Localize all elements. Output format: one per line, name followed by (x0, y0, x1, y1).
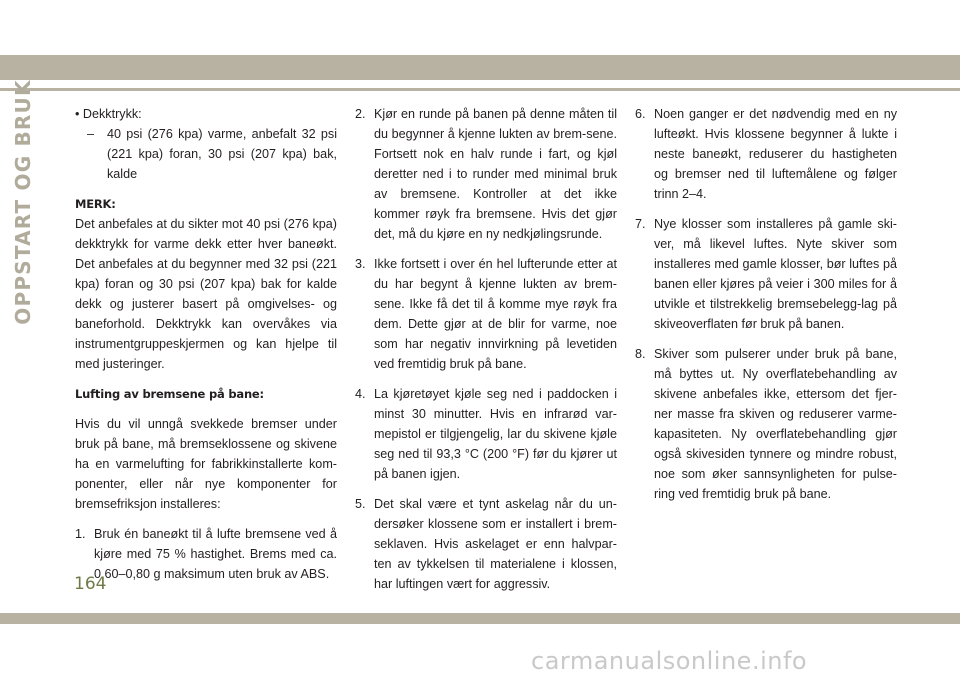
step-text: Skiver som pulserer under bruk på bane, må byttes ut. Ny overflatebehandling av skivene anbefales ikke, ettersom det fjer-ner masse fra skiven og reduserer varme-kapasiteten. Ny overflatebehandling gjør også skivesiden tynnere og mindre robust, noe som øker sannsynligheten for pulse-ring ved fremtidig bruk på bane. (654, 347, 897, 501)
brake-bedding-heading: Lufting av bremsene på bane: (75, 387, 264, 401)
tire-pressure-bullet: • Dekktrykk: (75, 107, 142, 121)
step-text: Ikke fortsett i over én hel lufterunde etter at du har begynt å kjenne lukten av brem-sene. Ikke få det til å komme mye røyk fra dem. Dette gjør at de blir for varme, noe som har negativ innvirkning på levetiden ved fremtidig bruk på bane. (374, 257, 617, 371)
step-number: 7. (635, 217, 646, 231)
step-text: Kjør en runde på banen på denne måten til du begynner å kjenne lukten av brem-sene. Fortsett nok en halv runde i fart, og kjøl deretter ned i to runder med minimal bruk av bremsene. Kontroller at det ikke kommer røyk fra bremsene. Hvis det gjør det, må du kjøre en ny nedkjølingsrunde. (374, 107, 617, 241)
step-item-5 (355, 494, 617, 594)
tire-pressure-subbullet (75, 124, 337, 184)
page-number: 164 (74, 574, 107, 594)
column-1 (75, 104, 337, 594)
subbullet-dash: – (87, 127, 95, 141)
step-text: Noen ganger er det nødvendig med en ny lufteøkt. Hvis klossene begynner å lukte i neste baneøkt, reduserer du hastigheten og bremser ned til luftemålene og følger trinn 2–4. (654, 107, 897, 201)
step-text: Det skal være et tynt askelag når du un-dersøker klossene som er installert i brem-seklaven. Hvis askelaget er enn halvpar-ten av tykkelsen til materialene i klossen, har luftingen vært for aggressiv. (374, 497, 617, 591)
column-3 (635, 104, 897, 514)
step-item-1 (75, 524, 337, 584)
step-number: 6. (635, 107, 646, 121)
step-item-3 (355, 254, 617, 374)
header-rule (0, 88, 960, 91)
brake-bedding-intro: Hvis du vil unngå svekkede bremser under bruk på bane, må bremseklossene og skivene ha en varmelufting for fabrikkinstallerte kom-ponenter, eller når nye komponenter for bremsefriksjon installeres: (75, 417, 337, 511)
step-number: 4. (355, 387, 366, 401)
column-2 (355, 104, 617, 604)
step-number: 8. (635, 347, 646, 361)
note-heading: MERK: (75, 197, 116, 211)
step-number: 1. (75, 527, 86, 541)
step-text: Nye klosser som installeres på gamle ski-ver, må likevel luftes. Nyte skiver som installeres med gamle klosser, bør luftes på banen eller kjøres på veier i 300 miles for å utvikle et tilstrekkelig bremsebelegg-lag på skiveoverflaten før bruk på banen. (654, 217, 897, 331)
step-text: La kjøretøyet kjøle seg ned i paddocken i minst 30 minutter. Hvis en infrarød var-mepistol er tilgjengelig, lar du skivene kjøle seg ned til 93,3 °C (200 °F) før du kjører ut på banen igjen. (374, 387, 617, 481)
step-item-8 (635, 344, 897, 504)
step-number: 2. (355, 107, 366, 121)
step-number: 5. (355, 497, 366, 511)
step-item-7 (635, 214, 897, 334)
header-band (0, 55, 960, 80)
note-text: Det anbefales at du sikter mot 40 psi (276 kpa) dekktrykk for varme dekk etter hver baneøkt. Det anbefales at du begynner med 32 psi (221 kpa) foran og 30 psi (207 kpa) bak for kalde dekk og justerer basert på omgivelses- og baneforhold. Dekktrykk kan overvåkes via instrumentgruppeskjermen og kan hjelpe til med justeringer. (75, 217, 337, 371)
section-tab (8, 78, 38, 325)
step-item-4 (355, 384, 617, 484)
section-tab-label: OPPSTART OG BRUK (11, 78, 35, 325)
watermark: carmanualsonline.info (531, 647, 808, 675)
footer-band (0, 613, 960, 624)
subbullet-text: 40 psi (276 kpa) varme, anbefalt 32 psi (221 kpa) foran, 30 psi (207 kpa) bak, kalde (107, 127, 337, 181)
step-item-6 (635, 104, 897, 204)
step-item-2 (355, 104, 617, 244)
step-number: 3. (355, 257, 366, 271)
step-text: Bruk én baneøkt til å lufte bremsene ved å kjøre med 75 % hastighet. Brems med ca. 0,60–0,80 g maksimum uten bruk av ABS. (94, 527, 337, 581)
